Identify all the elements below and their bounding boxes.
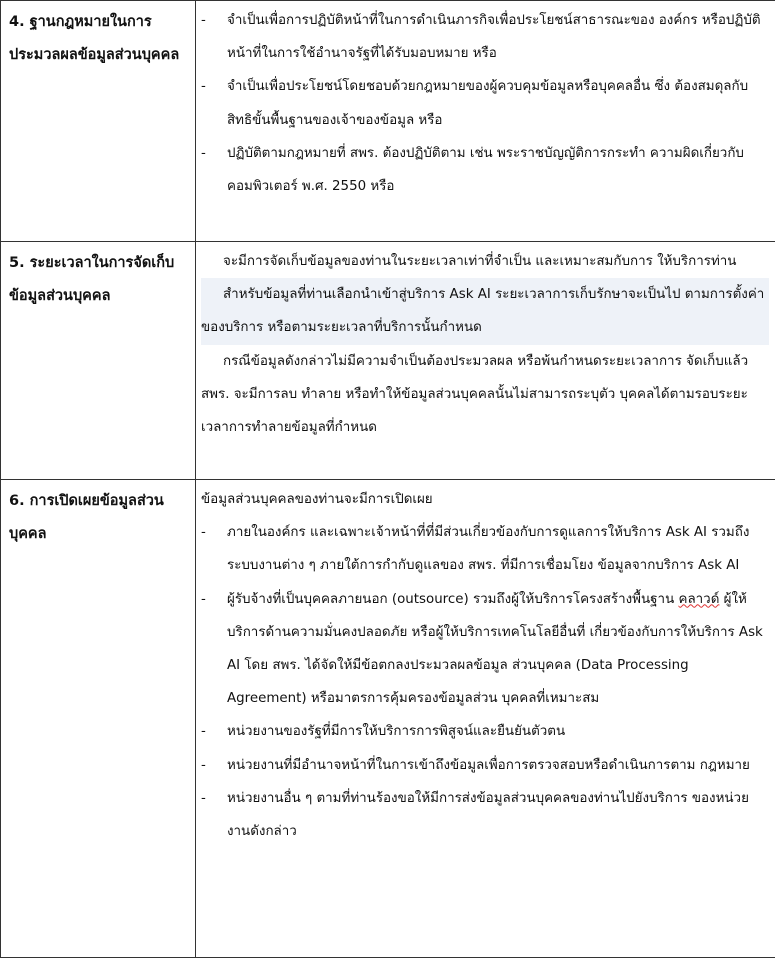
list-item-text: หน่วยงานของรัฐที่มีการให้บริการการพิสูจน์และยืนยันตัวตน [227,715,769,748]
section-heading-cell [1,480,196,958]
list-item-text: จำเป็นเพื่อการปฏิบัติหน้าที่ในการดำเนินภารกิจเพื่อประโยชน์สาธารณะของ องค์กร หรือปฏิบัติหน้าที่ในการใช้อำนาจรัฐที่ได้รับมอบหมาย หรือ [227,4,769,70]
bullet-dash: - [201,749,227,782]
section-heading: 5. ระยะเวลาในการจัดเก็บข้อมูลส่วนบุคคล [1,242,195,313]
section-heading: 4. ฐานกฎหมายในการประมวลผลข้อมูลส่วนบุคคล [1,1,195,72]
list-item-text [227,583,769,716]
bullet-dash: - [201,70,227,136]
spellcheck-word: คลาวด์ [679,592,720,607]
list-item [201,70,769,136]
list-item [201,782,769,848]
list-item-text-end: ผู้ให้บริการด้านความมั่นคงปลอดภัย หรือผู้ให้บริการเทคโนโลยีอื่นที่ เกี่ยวข้องกับการให้บริการ Ask AI โดย สพร. ได้จัดให้มีข้อตกลงประมวลผลข้อมูล ส่วนบุคคล (Data Processing Agreement) หรือมาตรการคุ้มครองข้อมูลส่วน บุคคลที่เหมาะสม [227,592,763,707]
section-heading-cell [1,242,196,480]
list-item-text: ภายในองค์กร และเฉพาะเจ้าหน้าที่ที่มีส่วนเกี่ยวข้องกับการดูแลการให้บริการ Ask AI รวมถึงระบบงานต่าง ๆ ภายใต้การกำกับดูแลของ สพร. ที่มีการเชื่อมโยง ข้อมูลจากบริการ Ask AI [227,516,769,582]
paragraph: จะมีการจัดเก็บข้อมูลของท่านในระยะเวลาเท่าที่จำเป็น และเหมาะสมกับการ ให้บริการท่าน [201,245,769,278]
table-row [1,242,775,480]
table-row [1,1,775,242]
paragraph: สำหรับข้อมูลที่ท่านเลือกนำเข้าสู่บริการ Ask AI ระยะเวลาการเก็บรักษาจะเป็นไป ตามการตั้งค่าของบริการ หรือตามระยะเวลาที่บริการนั้นกำหนด [201,278,769,344]
bullet-dash: - [201,137,227,203]
list-item [201,137,769,203]
section-content-cell [196,242,775,480]
bullet-dash: - [201,4,227,70]
list-item [201,749,769,782]
section-content-cell [196,1,775,242]
section-intro: ข้อมูลส่วนบุคคลของท่านจะมีการเปิดเผย [201,483,769,516]
list-item [201,4,769,70]
paragraph: กรณีข้อมูลดังกล่าวไม่มีความจำเป็นต้องประมวลผล หรือพ้นกำหนดระยะเวลาการ จัดเก็บแล้ว สพร. จะมีการลบ ทำลาย หรือทำให้ข้อมูลส่วนบุคคลนั้นไม่สามารถระบุตัว บุคคลได้ตามรอบระยะเวลาการทำลายข้อมูลที่กำหนด [201,345,769,445]
list-item [201,583,769,716]
bullet-dash: - [201,583,227,716]
bullet-dash: - [201,715,227,748]
list-item-text: จำเป็นเพื่อประโยชน์โดยชอบด้วยกฎหมายของผู้ควบคุมข้อมูลหรือบุคคลอื่น ซึ่ง ต้องสมดุลกับสิทธิขั้นพื้นฐานของเจ้าของข้อมูล หรือ [227,70,769,136]
section-heading: 6. การเปิดเผยข้อมูลส่วนบุคคล [1,480,195,551]
table-row [1,480,775,958]
bullet-dash: - [201,782,227,848]
section-heading-cell [1,1,196,242]
section-content-cell [196,480,775,958]
bullet-dash: - [201,516,227,582]
list-item [201,715,769,748]
list-item-text: ปฏิบัติตามกฎหมายที่ สพร. ต้องปฏิบัติตาม เช่น พระราชบัญญัติการกระทำ ความผิดเกี่ยวกับคอมพิวเตอร์ พ.ศ. 2550 หรือ [227,137,769,203]
list-item-text: หน่วยงานที่มีอำนาจหน้าที่ในการเข้าถึงข้อมูลเพื่อการตรวจสอบหรือดำเนินการตาม กฎหมาย [227,749,769,782]
list-item-text: หน่วยงานอื่น ๆ ตามที่ท่านร้องขอให้มีการส่งข้อมูลส่วนบุคคลของท่านไปยังบริการ ของหน่วยงานดังกล่าว [227,782,769,848]
list-item-text-start: ผู้รับจ้างที่เป็นบุคคลภายนอก (outsource) รวมถึงผู้ให้บริการโครงสร้างพื้นฐาน [227,592,674,607]
list-item [201,516,769,582]
